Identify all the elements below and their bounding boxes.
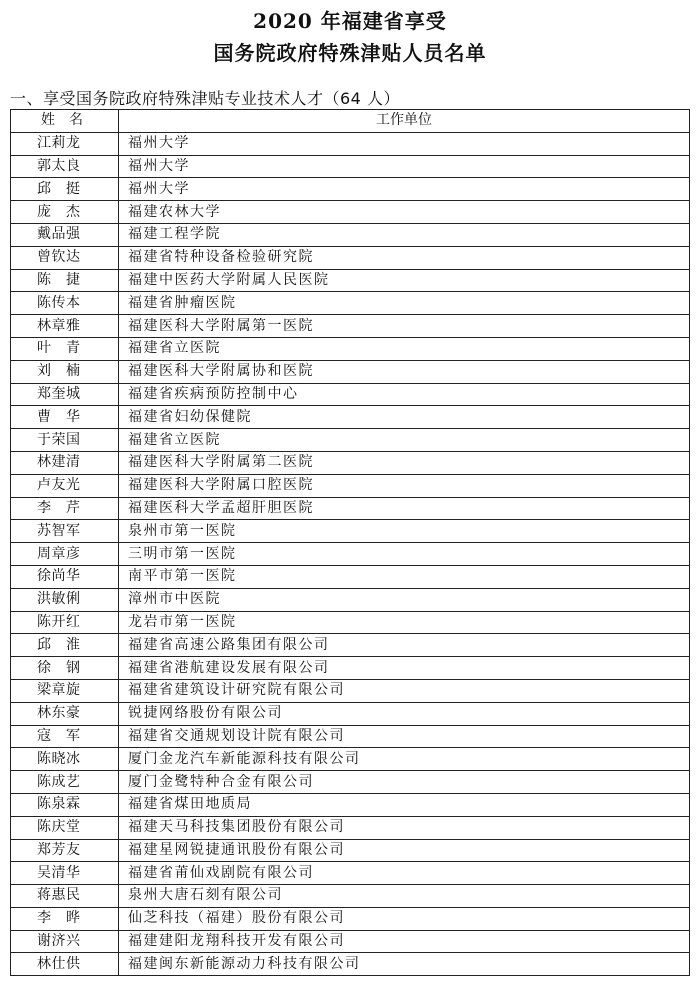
recipient-name: 陈成艺 <box>11 771 119 794</box>
recipient-name: 周章彦 <box>11 543 119 566</box>
work-unit: 福建省港航建设发展有限公司 <box>119 657 690 680</box>
table-row <box>11 588 690 611</box>
recipient-name: 林仕供 <box>11 953 119 976</box>
work-unit: 福建工程学院 <box>119 223 690 246</box>
table-row <box>11 839 690 862</box>
work-unit: 仙芝科技（福建）股份有限公司 <box>119 907 690 930</box>
recipient-name: 陈晓冰 <box>11 748 119 771</box>
work-unit: 福建医科大学附属第二医院 <box>119 451 690 474</box>
work-unit: 三明市第一医院 <box>119 543 690 566</box>
table-row <box>11 246 690 269</box>
table-row <box>11 657 690 680</box>
table-row <box>11 862 690 885</box>
work-unit: 福建省疾病预防控制中心 <box>119 383 690 406</box>
work-unit: 福建中医药大学附属人民医院 <box>119 269 690 292</box>
table-row <box>11 725 690 748</box>
work-unit: 福建省立医院 <box>119 337 690 360</box>
work-unit: 泉州大唐石刻有限公司 <box>119 885 690 908</box>
table-row <box>11 907 690 930</box>
recipient-name: 谢济兴 <box>11 930 119 953</box>
table-row <box>11 930 690 953</box>
work-unit: 泉州市第一医院 <box>119 520 690 543</box>
work-unit: 福建省妇幼保健院 <box>119 406 690 429</box>
recipient-name: 李 晔 <box>11 907 119 930</box>
recipient-name: 徐尚华 <box>11 565 119 588</box>
recipient-name: 苏智军 <box>11 520 119 543</box>
recipient-name: 陈泉霖 <box>11 793 119 816</box>
recipient-name: 邱 挺 <box>11 178 119 201</box>
work-unit: 福建省煤田地质局 <box>119 793 690 816</box>
work-unit: 福建闽东新能源动力科技有限公司 <box>119 953 690 976</box>
recipient-name: 曹 华 <box>11 406 119 429</box>
work-unit: 福建省交通规划设计院有限公司 <box>119 725 690 748</box>
table-row <box>11 201 690 224</box>
table-row <box>11 679 690 702</box>
table-row <box>11 429 690 452</box>
recipient-name: 林东豪 <box>11 702 119 725</box>
table-row <box>11 771 690 794</box>
document-subtitle: 国务院政府特殊津贴人员名单 <box>213 41 487 65</box>
work-unit: 福建天马科技集团股份有限公司 <box>119 816 690 839</box>
table-row <box>11 816 690 839</box>
table-row <box>11 337 690 360</box>
recipient-name: 庞 杰 <box>11 201 119 224</box>
recipient-name: 卢友光 <box>11 474 119 497</box>
table-row <box>11 383 690 406</box>
table-row <box>11 702 690 725</box>
header-unit: 工作单位 <box>119 110 690 133</box>
table-row <box>11 451 690 474</box>
recipient-name: 陈 捷 <box>11 269 119 292</box>
recipient-name: 梁章旋 <box>11 679 119 702</box>
work-unit: 福建省立医院 <box>119 429 690 452</box>
work-unit: 福建农林大学 <box>119 201 690 224</box>
work-unit: 福建省莆仙戏剧院有限公司 <box>119 862 690 885</box>
recipient-name: 寇 军 <box>11 725 119 748</box>
table-row <box>11 611 690 634</box>
work-unit: 福建省高速公路集团有限公司 <box>119 634 690 657</box>
recipient-name: 李 芹 <box>11 497 119 520</box>
table-row <box>11 543 690 566</box>
table-row <box>11 132 690 155</box>
work-unit: 锐捷网络股份有限公司 <box>119 702 690 725</box>
recipient-name: 郭太良 <box>11 155 119 178</box>
recipient-table <box>10 109 690 976</box>
table-row <box>11 474 690 497</box>
recipient-name: 郑芳友 <box>11 839 119 862</box>
table-row <box>11 406 690 429</box>
work-unit: 福建医科大学附属协和医院 <box>119 360 690 383</box>
work-unit: 福建省特种设备检验研究院 <box>119 246 690 269</box>
document-title: 2020 年福建省享受 <box>253 9 447 33</box>
work-unit: 福建医科大学孟超肝胆医院 <box>119 497 690 520</box>
recipient-name: 江莉龙 <box>11 132 119 155</box>
work-unit: 福建省肿瘤医院 <box>119 292 690 315</box>
work-unit: 厦门金鹭特种合金有限公司 <box>119 771 690 794</box>
recipient-name: 陈开红 <box>11 611 119 634</box>
recipient-name: 林建清 <box>11 451 119 474</box>
work-unit: 龙岩市第一医院 <box>119 611 690 634</box>
work-unit: 厦门金龙汽车新能源科技有限公司 <box>119 748 690 771</box>
header-name: 姓名 <box>11 110 119 133</box>
work-unit: 福建医科大学附属第一医院 <box>119 315 690 338</box>
recipient-name: 吴清华 <box>11 862 119 885</box>
recipient-name: 于荣国 <box>11 429 119 452</box>
recipient-name: 洪敏俐 <box>11 588 119 611</box>
recipient-name: 戴品强 <box>11 223 119 246</box>
table-row <box>11 315 690 338</box>
table-row <box>11 748 690 771</box>
recipient-name: 刘 楠 <box>11 360 119 383</box>
table-row <box>11 634 690 657</box>
table-row <box>11 565 690 588</box>
table-header-row <box>11 110 690 133</box>
table-row <box>11 223 690 246</box>
table-row <box>11 520 690 543</box>
recipient-name: 蒋惠民 <box>11 885 119 908</box>
table-row <box>11 793 690 816</box>
work-unit: 福建医科大学附属口腔医院 <box>119 474 690 497</box>
table-row <box>11 497 690 520</box>
work-unit: 福州大学 <box>119 132 690 155</box>
recipient-name: 郑奎城 <box>11 383 119 406</box>
section-heading: 一、享受国务院政府特殊津贴专业技术人才（64 人） <box>10 89 400 108</box>
work-unit: 福州大学 <box>119 178 690 201</box>
work-unit: 福建星网锐捷通讯股份有限公司 <box>119 839 690 862</box>
work-unit: 福建省建筑设计研究院有限公司 <box>119 679 690 702</box>
table-row <box>11 178 690 201</box>
work-unit: 漳州市中医院 <box>119 588 690 611</box>
recipient-name: 叶 青 <box>11 337 119 360</box>
table-body <box>11 132 690 975</box>
table-row <box>11 953 690 976</box>
table-row <box>11 292 690 315</box>
table-row <box>11 155 690 178</box>
work-unit: 福建建阳龙翔科技开发有限公司 <box>119 930 690 953</box>
recipient-name: 林章雅 <box>11 315 119 338</box>
recipient-name: 邱 淮 <box>11 634 119 657</box>
work-unit: 福州大学 <box>119 155 690 178</box>
recipient-name: 陈传本 <box>11 292 119 315</box>
work-unit: 南平市第一医院 <box>119 565 690 588</box>
table-row <box>11 885 690 908</box>
recipient-name: 陈庆堂 <box>11 816 119 839</box>
table-row <box>11 360 690 383</box>
table-row <box>11 269 690 292</box>
recipient-name: 曾钦达 <box>11 246 119 269</box>
recipient-name: 徐 钢 <box>11 657 119 680</box>
